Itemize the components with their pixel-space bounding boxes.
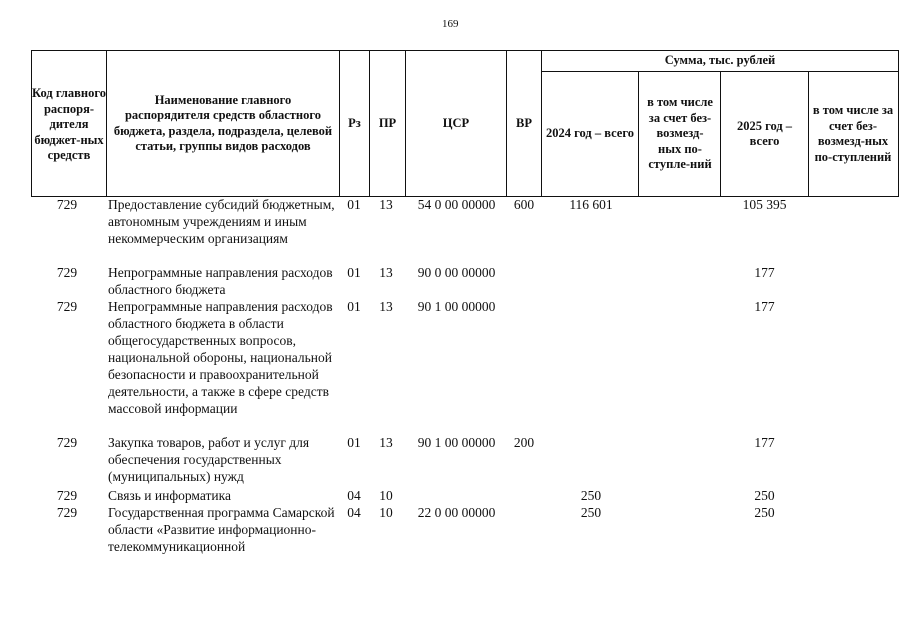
table-row	[0, 434, 905, 487]
row-rz: 01	[347, 435, 361, 450]
row-sum-2025: 105 395	[742, 197, 787, 212]
table-body	[0, 196, 905, 572]
row-name: Закупка товаров, работ и услуг для обеспечения государственных (муниципальных) нужд	[108, 435, 310, 484]
row-sum-2025: 177	[754, 299, 775, 314]
row-sum-2024: 250	[580, 505, 602, 520]
row-code: 729	[56, 488, 78, 503]
header-name: Наименование главного распорядителя средств областного бюджета, раздела, подраздела, целевой статьи, группы видов расходов	[113, 92, 333, 153]
row-csr: 54 0 00 00000	[417, 197, 496, 212]
header-pr: ПР	[378, 115, 397, 130]
table-row	[0, 264, 905, 298]
row-sum-2025: 250	[754, 505, 775, 520]
row-csr: 22 0 00 00000	[417, 505, 496, 520]
header-vr: ВР	[516, 115, 532, 130]
row-sum-2025: 250	[754, 488, 775, 503]
page-number: 169	[442, 18, 459, 30]
row-sum-2025: 177	[754, 265, 775, 280]
row-rz: 01	[347, 265, 361, 280]
row-csr: 90 0 00 00000	[417, 265, 496, 280]
row-rz: 04	[347, 488, 361, 503]
table-row	[0, 196, 905, 264]
row-sum-2024: 116 601	[569, 197, 613, 212]
row-name: Предоставление субсидий бюджетным, автономным учреждениям и иным некоммерческим организациям	[108, 197, 335, 246]
table-row	[0, 487, 905, 504]
header-2024-total: 2024 год – всего	[546, 126, 634, 141]
row-sum-2024: 250	[580, 488, 602, 503]
row-csr: 90 1 00 00000	[417, 299, 496, 314]
row-vr: 600	[513, 197, 535, 212]
row-code: 729	[56, 197, 78, 212]
row-vr: 200	[513, 435, 535, 450]
row-pr: 13	[379, 265, 393, 280]
row-code: 729	[56, 435, 78, 450]
table-row	[0, 298, 905, 434]
row-sum-2025: 177	[754, 435, 775, 450]
row-code: 729	[56, 299, 78, 314]
header-sum-group: Сумма, тыс. рублей	[664, 53, 776, 68]
row-pr: 10	[379, 488, 393, 503]
header-2024-free: в том числе за счет без-возмезд-ных по-ступле-ний	[647, 95, 713, 172]
row-rz: 04	[347, 505, 361, 520]
row-code: 729	[56, 265, 78, 280]
row-csr: 90 1 00 00000	[417, 435, 496, 450]
header-csr: ЦСР	[442, 115, 470, 130]
row-pr: 10	[379, 505, 393, 520]
header-rz: Рз	[348, 115, 361, 130]
row-rz: 01	[347, 299, 361, 314]
row-pr: 13	[379, 299, 393, 314]
row-pr: 13	[379, 435, 393, 450]
row-name: Связь и информатика	[108, 488, 231, 503]
row-name: Непрограммные направления расходов областного бюджета	[108, 265, 333, 297]
row-rz: 01	[347, 197, 361, 212]
header-2025-free: в том числе за счет без-возмезд-ных по-ступлений	[812, 103, 894, 164]
row-pr: 13	[379, 197, 393, 212]
table-header	[31, 50, 899, 197]
row-code: 729	[56, 505, 78, 520]
table-row	[0, 504, 905, 572]
header-code: Код главного распоря-дителя бюджет-ных средств	[32, 86, 106, 163]
row-name: Непрограммные направления расходов областного бюджета в области общегосударственных вопросов, национальной обороны, национальной безопасности и правоохранительной деятельности, а также в сфере средств массовой информации	[108, 299, 333, 416]
row-name: Государственная программа Самарской области «Развитие информационно-телекоммуникационной	[108, 505, 335, 554]
header-2025-total: 2025 год – всего	[736, 118, 793, 148]
